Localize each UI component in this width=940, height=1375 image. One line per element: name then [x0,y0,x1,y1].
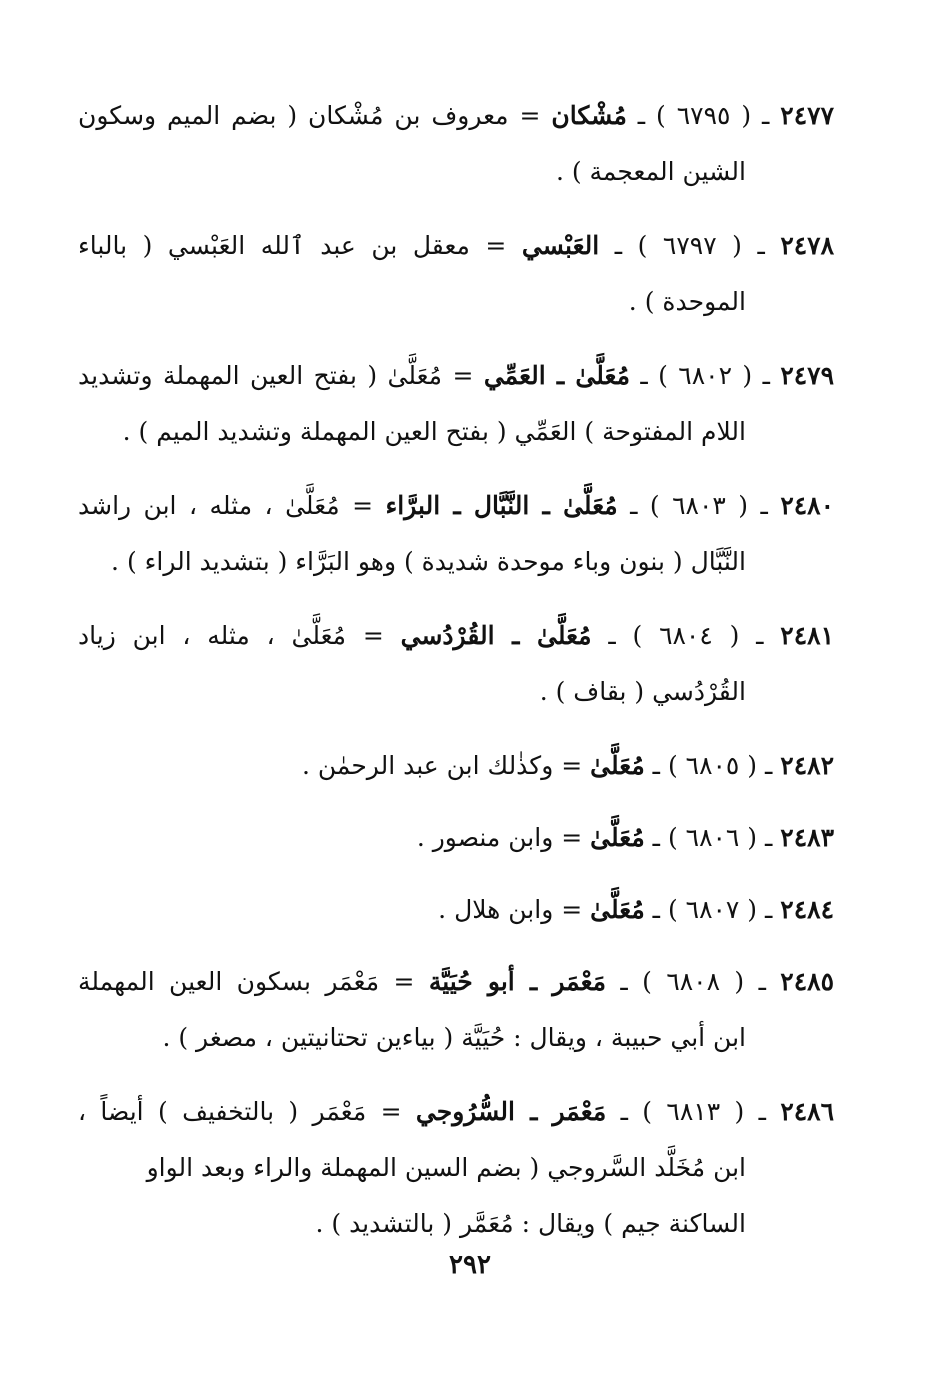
entry-first-line: ٢٤٨٦ ـ ( ٦٨١٣ ) ـ مَعْمَر ـ السُّرُوجي = مَعْمَر ( بالتخفيف ) أيضاً ، [78,1097,835,1126]
entry-text: = مُعَلَّىٰ ، مثله ، ابن زياد [78,621,384,650]
entry [78,348,834,460]
entry-number: ٢٤٧٨ [780,231,835,260]
entry-name: العَبْسي [521,231,600,260]
entry-reference: ( ٦٨٠٨ ) [642,967,745,996]
entry-continuation: الساكنة جيم ) ويقال : مُعَمَّر ( بالتشديد ) . [315,1209,746,1238]
entry-continuation: اللام المفتوحة ) العَمِّي ( بفتح العين المهملة وتشديد الميم ) . [122,417,746,446]
entry-reference: ( ٦٨١٣ ) [642,1097,745,1126]
entry [78,1084,834,1252]
entry-first-line: ٢٤٧٧ ـ ( ٦٧٩٥ ) ـ مُشْكان = معروف بن مُشْكان ( بضم الميم وسكون [78,101,835,130]
entry-number: ٢٤٨٤ [780,895,834,924]
entry-reference: ( ٦٨٠٧ ) [667,895,758,924]
entry-reference: ( ٦٧٩٧ ) [637,231,742,260]
entry-name: مُعَلَّىٰ [590,751,645,780]
entry-first-line: ٢٤٧٩ ـ ( ٦٨٠٢ ) ـ مُعَلَّىٰ ـ العَمِّي = مُعَلَّىٰ ( بفتح العين المهملة وتشديد [78,361,835,390]
entry-number: ٢٤٨٦ [780,1097,835,1126]
entry-continuation: الموحدة ) . [628,287,746,316]
page-number: ٢٩٢ [449,1250,491,1280]
entry-text: = مَعْمَر ( بالتخفيف ) أيضاً ، [78,1097,402,1126]
entry-reference: ( ٦٨٠٦ ) [667,823,758,852]
entry-number: ٢٤٧٩ [780,361,835,390]
entry-reference: ( ٦٧٩٥ ) [656,101,752,130]
entry [78,738,834,794]
entry-name: مُعَلَّىٰ [590,823,645,852]
entry-text: = وابن هلال . [438,895,583,924]
entry-name: مَعْمَر ـ أبو حُيَيَّة [428,967,607,996]
entry-number: ٢٤٨١ [780,621,834,650]
entry-name: مُعَلَّىٰ [590,895,645,924]
entry-name: مُعَلَّىٰ ـ النَّبَّال ـ البرَّاء [385,491,618,520]
entry-list [78,88,834,1270]
entry-number: ٢٤٧٧ [780,101,835,130]
entry-first-line: ٢٤٨٥ ـ ( ٦٨٠٨ ) ـ مَعْمَر ـ أبو حُيَيَّة = مَعْمَر بسكون العين المهملة [78,967,835,996]
entry-reference: ( ٦٨٠٤ ) [632,621,740,650]
entry [78,88,834,200]
entry-text: = وكذٰلك ابن عبد الرحمٰن . [301,751,583,780]
entry-reference: ( ٦٨٠٣ ) [649,491,749,520]
entry-first-line: ٢٤٧٨ ـ ( ٦٧٩٧ ) ـ العَبْسي = معقل بن عبد ٱلله العَبْسي ( بالباء [78,231,835,260]
entry [78,810,834,866]
entry-first-line: ٢٤٨٠ ـ ( ٦٨٠٣ ) ـ مُعَلَّىٰ ـ النَّبَّال ـ البرَّاء = مُعَلَّىٰ ، مثله ، ابن راشد [78,491,835,520]
entry-reference: ( ٦٨٠٢ ) [658,361,753,390]
entry-name: مُعَلَّىٰ ـ القُرْدُسي [400,621,592,650]
entry-continuation: ابن أبي حبيبة ، ويقال : حُيَيَّة ( بياءين تحتانيتين ، مصغر ) . [162,1023,746,1052]
entry-first-line: ٢٤٨٢ ـ ( ٦٨٠٥ ) ـ مُعَلَّىٰ = وكذٰلك ابن عبد الرحمٰن . [301,751,834,780]
entry-number: ٢٤٨٢ [780,751,834,780]
entry-text: = وابن منصور . [416,823,583,852]
entry-name: مَعْمَر ـ السُّرُوجي [415,1097,607,1126]
entry-first-line: ٢٤٨٤ ـ ( ٦٨٠٧ ) ـ مُعَلَّىٰ = وابن هلال . [438,895,834,924]
entry-number: ٢٤٨٠ [780,491,835,520]
entry-first-line: ٢٤٨٣ ـ ( ٦٨٠٦ ) ـ مُعَلَّىٰ = وابن منصور . [416,823,834,852]
entry-reference: ( ٦٨٠٥ ) [667,751,758,780]
entry [78,218,834,330]
entry-first-line: ٢٤٨١ ـ ( ٦٨٠٤ ) ـ مُعَلَّىٰ ـ القُرْدُسي = مُعَلَّىٰ ، مثله ، ابن زياد [78,621,834,650]
entry-name: مُعَلَّىٰ ـ العَمِّي [483,361,630,390]
entry-continuation: النَّبَّال ( بنون وباء موحدة شديدة ) وهو البَرَّاء ( بتشديد الراء ) . [111,547,746,576]
entry [78,608,834,720]
entry-text: = مُعَلَّىٰ ( بفتح العين المهملة وتشديد [78,361,474,390]
entry [78,954,834,1066]
entry [78,478,834,590]
entry-text: = معروف بن مُشْكان ( بضم الميم وسكون [78,101,541,130]
entry-number: ٢٤٨٣ [780,823,834,852]
entry-text: = معقل بن عبد ٱلله العَبْسي ( بالباء [78,231,507,260]
entry-continuation: القُرْدُسي ( بقاف ) . [539,677,746,706]
entry-continuation: الشين المعجمة ) . [555,157,746,186]
entry-text: = مَعْمَر بسكون العين المهملة [78,967,415,996]
entry-number: ٢٤٨٥ [780,967,835,996]
entry [78,882,834,938]
entry-name: مُشْكان [551,101,627,130]
entry-continuation: ابن مُخَلَّد السَّروجي ( بضم السين المهملة والراء وبعد الواو [146,1153,746,1182]
entry-text: = مُعَلَّىٰ ، مثله ، ابن راشد [78,491,374,520]
